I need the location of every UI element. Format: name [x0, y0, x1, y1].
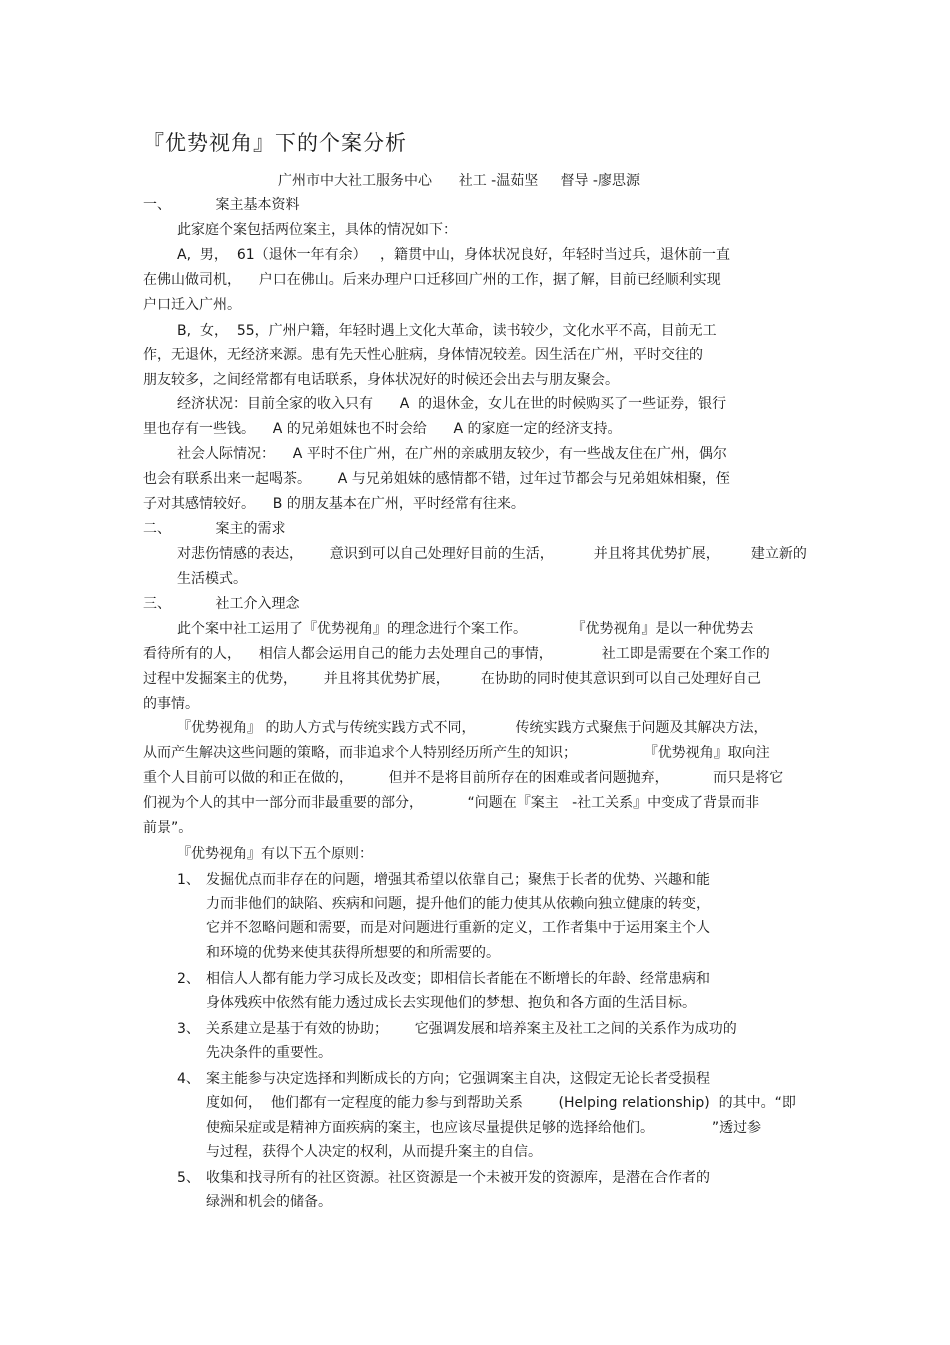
- list-item-line: 先决条件的重要性。: [206, 1045, 332, 1061]
- paragraph-line: B, 女， 55，广州户籍，年轻时遇上文化大革命，读书较少，文化水平不高，目前无工: [177, 323, 717, 339]
- paragraph-line: 社会人际情况： A 平时不住广州，在广州的亲戚朋友较少，有一些战友住在广州，偶尔: [177, 446, 727, 462]
- paragraph-line: 看待所有的人， 相信人都会运用自己的能力去处理自己的事情， 社工即是需要在个案工作的: [143, 646, 770, 662]
- paragraph-line: 子对其感情较好。 B 的朋友基本在广州，平时经常有往来。: [143, 496, 525, 512]
- list-item-line: 关系建立是基于有效的协助； 它强调发展和培养案主及社工之间的关系作为成功的: [206, 1021, 737, 1037]
- list-number: 2、: [177, 971, 200, 987]
- list-item-line: 收集和找寻所有的社区资源。社区资源是一个未被开发的资源库，是潜在合作者的: [206, 1170, 710, 1186]
- list-number: 5、: [177, 1170, 200, 1186]
- list-item-line: 使痴呆症或是精神方面疾病的案主，也应该尽量提供足够的选择给他们。 ”透过参: [206, 1120, 762, 1136]
- list-item-line: 和环境的优势来使其获得所想要的和所需要的。: [206, 945, 500, 961]
- paragraph-line: 『优势视角』 的助人方式与传统实践方式不同， 传统实践方式聚焦于问题及其解决方法，: [177, 720, 768, 736]
- paragraph-line: 对悲伤情感的表达， 意识到可以自己处理好目前的生活， 并且将其优势扩展， 建立新的: [177, 546, 807, 562]
- paragraph-line: A, 男， 61（退休一年有余） ，籍贯中山，身体状况良好，年轻时当过兵，退休前一直: [177, 247, 730, 263]
- paragraph-line: 里也存有一些钱。 A 的兄弟姐妹也不时会给 A 的家庭一定的经济支持。: [143, 421, 622, 437]
- paragraph-line: 户口迁入广州。: [143, 297, 241, 313]
- paragraph-line: 也会有联系出来一起喝茶。 A 与兄弟姐妹的感情都不错，过年过节都会与兄弟姐妹相聚，侄: [143, 471, 730, 487]
- author-byline: 广州市中大社工服务中心 社工 -温茹坚 督导 -廖思源: [278, 173, 640, 189]
- paragraph-line: 生活模式。: [177, 571, 247, 587]
- section-heading-2: 二、 案主的需求: [143, 521, 286, 537]
- paragraph-line: 『优势视角』有以下五个原则：: [177, 846, 373, 862]
- page-title: 『优势视角』下的个案分析: [143, 131, 407, 155]
- section-heading-1: 一、 案主基本资料: [143, 197, 300, 213]
- list-number: 1、: [177, 872, 200, 888]
- list-item-line: 力而非他们的缺陷、疾病和问题，提升他们的能力使其从依赖向独立健康的转变，: [206, 896, 710, 912]
- paragraph-line: 此家庭个案包括两位案主，具体的情况如下：: [177, 222, 457, 238]
- list-item-line: 案主能参与决定选择和判断成长的方向；它强调案主自决，这假定无论长者受损程: [206, 1071, 710, 1087]
- paragraph-line: 经济状况：目前全家的收入只有 A 的退休金，女儿在世的时候购买了一些证券，银行: [177, 396, 727, 412]
- list-item-line: 绿洲和机会的储备。: [206, 1194, 332, 1210]
- paragraph-line: 在佛山做司机， 户口在佛山。后来办理户口迁移回广州的工作，据了解，目前已经顺利实现: [143, 272, 721, 288]
- list-item-line: 身体残疾中依然有能力透过成长去实现他们的梦想、抱负和各方面的生活目标。: [206, 995, 696, 1011]
- paragraph-line: 作，无退休，无经济来源。患有先天性心脏病，身体情况较差。因生活在广州，平时交往的: [143, 347, 703, 363]
- paragraph-line: 们视为个人的其中一部分而非最重要的部分， “问题在『案主 -社工关系』中变成了背景而非: [143, 795, 760, 811]
- paragraph-line: 过程中发掘案主的优势， 并且将其优势扩展， 在协助的同时使其意识到可以自己处理好自己: [143, 671, 761, 687]
- section-heading-3: 三、 社工介入理念: [143, 596, 300, 612]
- paragraph-line: 从而产生解决这些问题的策略，而非追求个人特别经历所产生的知识； 『优势视角』取向注: [143, 745, 770, 761]
- paragraph-line: 朋友较多，之间经常都有电话联系，身体状况好的时候还会出去与朋友聚会。: [143, 372, 619, 388]
- paragraph-line: 重个人目前可以做的和正在做的， 但并不是将目前所存在的困难或者问题抛弃， 而只是将它: [143, 770, 784, 786]
- list-item-line: 度如何， 他们都有一定程度的能力参与到帮助关系 (Helping relationship) 的其中。“即: [206, 1095, 796, 1111]
- list-number: 3、: [177, 1021, 200, 1037]
- list-item-line: 发掘优点而非存在的问题，增强其希望以依靠自己；聚焦于长者的优势、兴趣和能: [206, 872, 710, 888]
- list-item-line: 它并不忽略问题和需要，而是对问题进行重新的定义，工作者集中于运用案主个人: [206, 920, 710, 936]
- paragraph-line: 此个案中社工运用了『优势视角』的理念进行个案工作。 『优势视角』是以一种优势去: [177, 621, 754, 637]
- paragraph-line: 的事情。: [143, 696, 199, 712]
- list-item-line: 与过程，获得个人决定的权利，从而提升案主的自信。: [206, 1144, 542, 1160]
- list-number: 4、: [177, 1071, 200, 1087]
- list-item-line: 相信人人都有能力学习成长及改变；即相信长者能在不断增长的年龄、经常患病和: [206, 971, 710, 987]
- paragraph-line: 前景”。: [143, 820, 193, 836]
